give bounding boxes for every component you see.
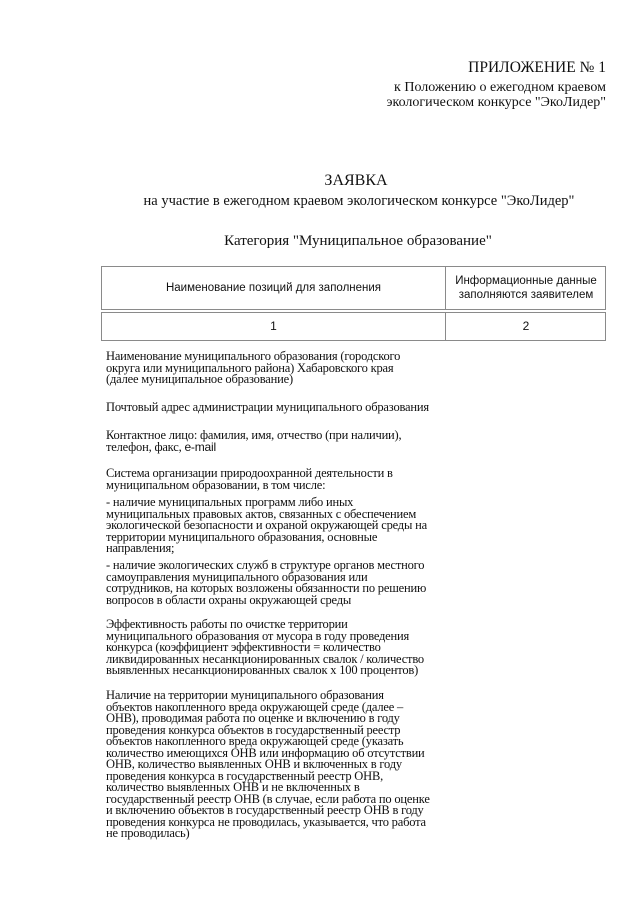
appendix-subtitle-line1: к Положению о ежегодном краевом <box>394 80 606 95</box>
form-item-4 <box>106 468 446 491</box>
appendix-block <box>306 58 606 110</box>
appendix-title: ПРИЛОЖЕНИЕ № 1 <box>468 59 606 76</box>
form-item-text: Почтовый адрес администрации муниципального образования <box>106 400 429 414</box>
form-item-8 <box>106 690 446 840</box>
form-item-1 <box>106 351 446 386</box>
form-item-text: Наличие на территории муниципального образования объектов накопленного вреда окружающей среде (далее – ОНВ), проводимая работа по оценке и включению в году проведения конкурса объектов в государственный реестр объектов накопленного вреда окружающей среде (указать количество имеющихся ОНВ или информацию об отсутствии ОНВ, количество выявленных ОНВ и включенных в году проведения конкурса в государственный реестр ОНВ, количество выявленных ОНВ и не включенных в государственный реестр ОНВ (в случае, если работа по оценке и включению объектов в государственный реестр ОНВ в году проведения конкурса не проводилась, указывается, что работа не проводилась) <box>106 688 430 840</box>
header-col2-line2: заполняются заявителем <box>458 289 594 301</box>
header-col1: Наименование позиций для заполнения <box>165 282 382 294</box>
form-item-email-label: e-mail <box>184 439 216 454</box>
header-col2-line1: Информационные данные <box>455 275 597 287</box>
form-item-5 <box>106 497 446 555</box>
form-item-text: Наименование муниципального образования (городского округа или муниципального района) Хабаровского края (далее муниципальное образование) <box>106 349 401 386</box>
table-index-row <box>101 312 606 341</box>
form-item-text: - наличие муниципальных программ либо иных муниципальных правовых актов, связанных с обеспечением экологической безопасности и охраной окружающей среды на территории муниципального образования, основные направления; <box>106 495 427 555</box>
form-item-text: Эффективность работы по очистке территории муниципального образования от мусора в году проведения конкурса (коэффициент эффективности = количество ликвидированных несанкционированных свалок / количество выявленных несанкционированных свалок x 100 процентов) <box>106 617 424 677</box>
form-item-text: - наличие экологических служб в структуре органов местного самоуправления муниципального образования или сотрудников, на которых возложены обязанности по решению вопросов в области охраны окружающей среды <box>106 558 427 607</box>
form-purpose: на участие в ежегодном краевом экологическом конкурсе "ЭкоЛидер" <box>143 193 575 209</box>
form-item-7 <box>106 619 446 677</box>
index-col1: 1 <box>270 319 277 333</box>
form-title: ЗАЯВКА <box>324 172 388 189</box>
form-category: Категория "Муниципальное образование" <box>224 233 492 249</box>
index-col2: 2 <box>522 319 530 333</box>
form-item-text: Система организации природоохранной деятельности в муниципальном образовании, в том числе: <box>106 466 393 492</box>
form-item-6 <box>106 560 446 606</box>
table-header-row <box>101 266 606 310</box>
form-item-text: Контактное лицо: фамилия, имя, отчество (при наличии), телефон, факс, <box>106 428 402 454</box>
form-item-3 <box>106 430 446 453</box>
form-item-2 <box>106 402 446 414</box>
appendix-subtitle-line2: экологическом конкурсе "ЭкоЛидер" <box>386 95 606 110</box>
